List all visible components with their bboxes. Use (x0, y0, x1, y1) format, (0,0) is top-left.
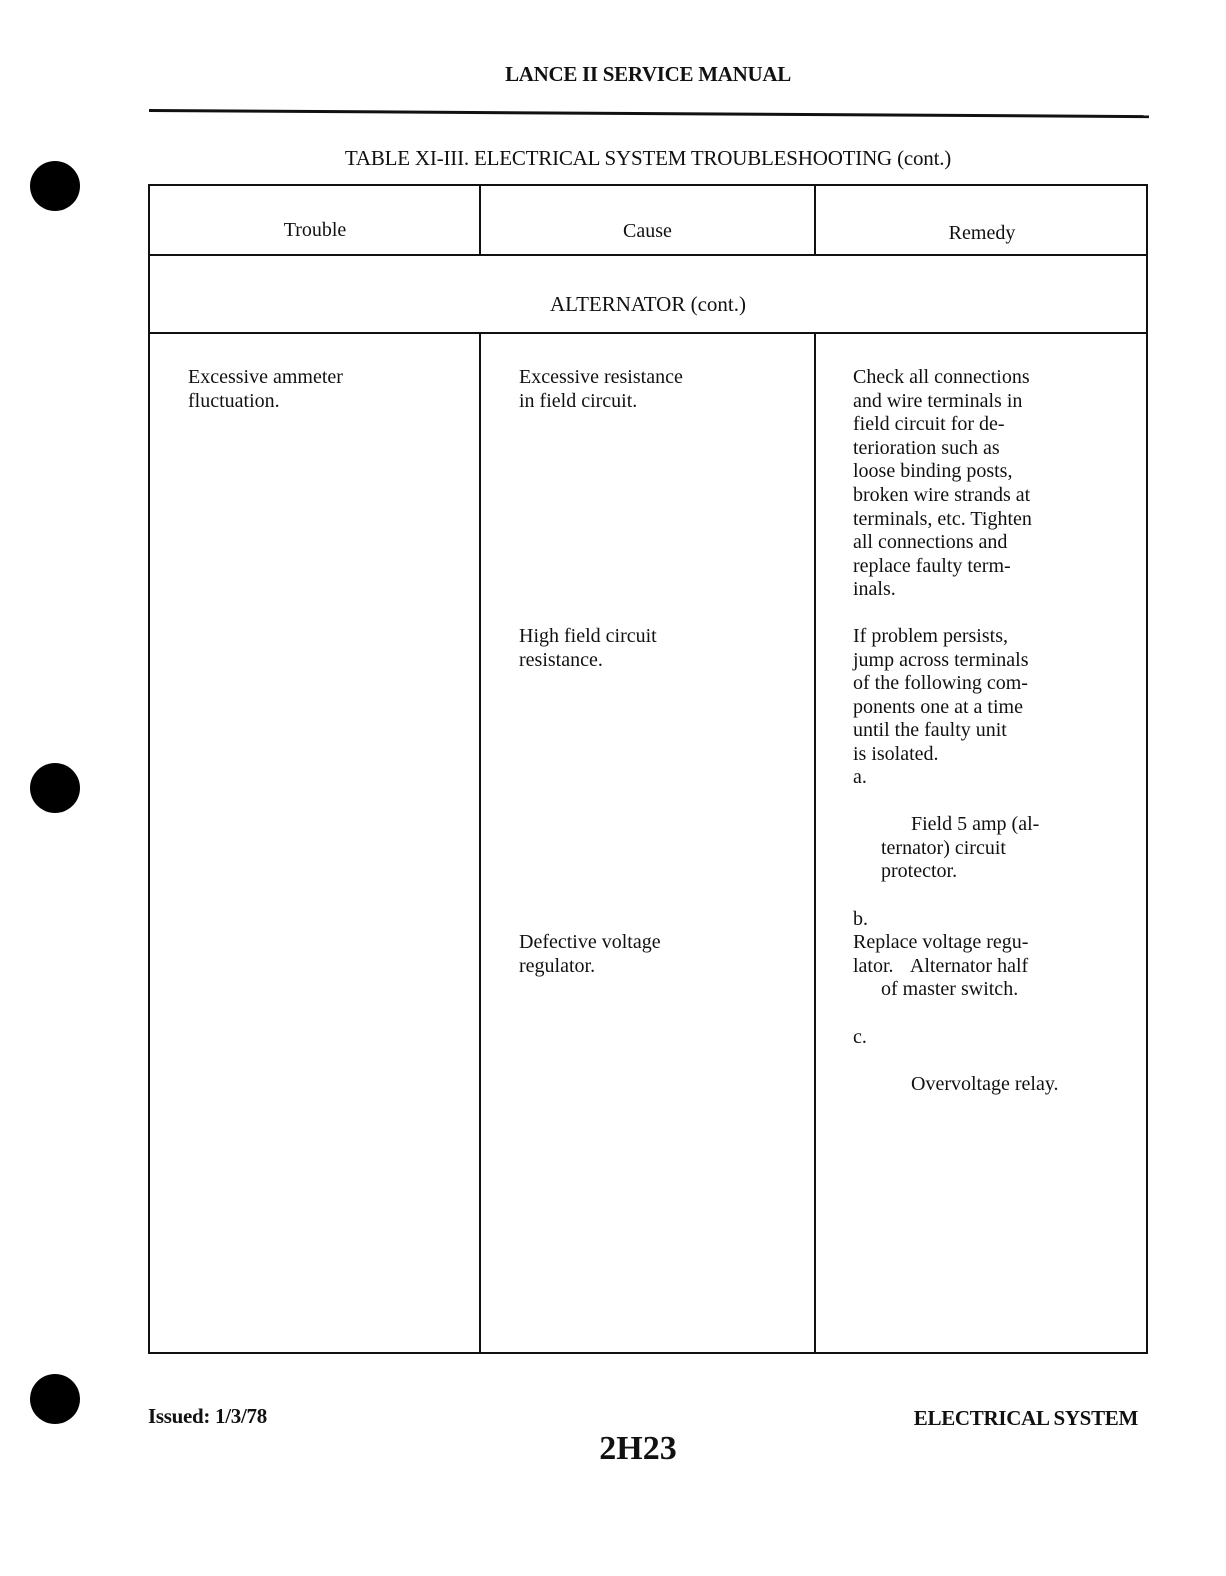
issued-date: Issued: 1/3/78 (148, 1404, 267, 1428)
column-header-trouble: Trouble (283, 219, 347, 241)
column-divider (814, 333, 816, 1352)
list-item-text: Alternator half of master switch. (881, 954, 1029, 1001)
cause-cell: High field circuit resistance. (519, 625, 657, 671)
list-marker: a. (853, 766, 867, 788)
list-item-text: Overvoltage relay. (911, 1072, 1059, 1095)
list-item (853, 1026, 1059, 1120)
page-code: 2H23 (599, 1430, 677, 1467)
list-marker: c. (853, 1025, 867, 1048)
table-caption: TABLE XI-III. ELECTRICAL SYSTEM TROUBLESHOOTING (cont.) (344, 146, 952, 170)
trouble-cell: Excessive ammeter fluctuation. (188, 366, 343, 412)
cause-cell: Excessive resistance in field circuit. (519, 366, 683, 412)
column-header-cause: Cause (623, 220, 672, 242)
column-header-remedy: Remedy (948, 222, 1016, 244)
binder-hole (30, 763, 80, 813)
binder-hole (30, 1374, 80, 1424)
header-divider (150, 254, 1146, 256)
header-rule (149, 109, 1149, 118)
binder-hole (30, 161, 80, 211)
remedy-cell: If problem persists, jump across terminals of the following com- ponents one at a time until the faulty unit is isolated. (853, 625, 1029, 765)
remedy-cell: Replace voltage regu- lator. (853, 931, 1029, 977)
list-item (853, 766, 1059, 908)
remedy-cell: Check all connections and wire terminals in field circuit for de- terioration such as loose binding posts, broken wire strands at terminals, etc. Tighten all connections and replace faulty term- inals. (853, 366, 1032, 601)
cause-cell: Defective voltage regulator. (519, 931, 661, 977)
list-marker: b. (853, 907, 868, 930)
troubleshooting-table (148, 184, 1148, 1354)
column-divider (479, 333, 481, 1352)
list-item-text: Field 5 amp (al- ternator) circuit protector. (881, 813, 1040, 883)
section-title: ALTERNATOR (cont.) (550, 292, 746, 316)
section-divider (150, 332, 1146, 334)
column-divider (814, 186, 816, 256)
manual-title: LANCE II SERVICE MANUAL (505, 62, 791, 86)
footer-section-name: ELECTRICAL SYSTEM (913, 1406, 1138, 1430)
